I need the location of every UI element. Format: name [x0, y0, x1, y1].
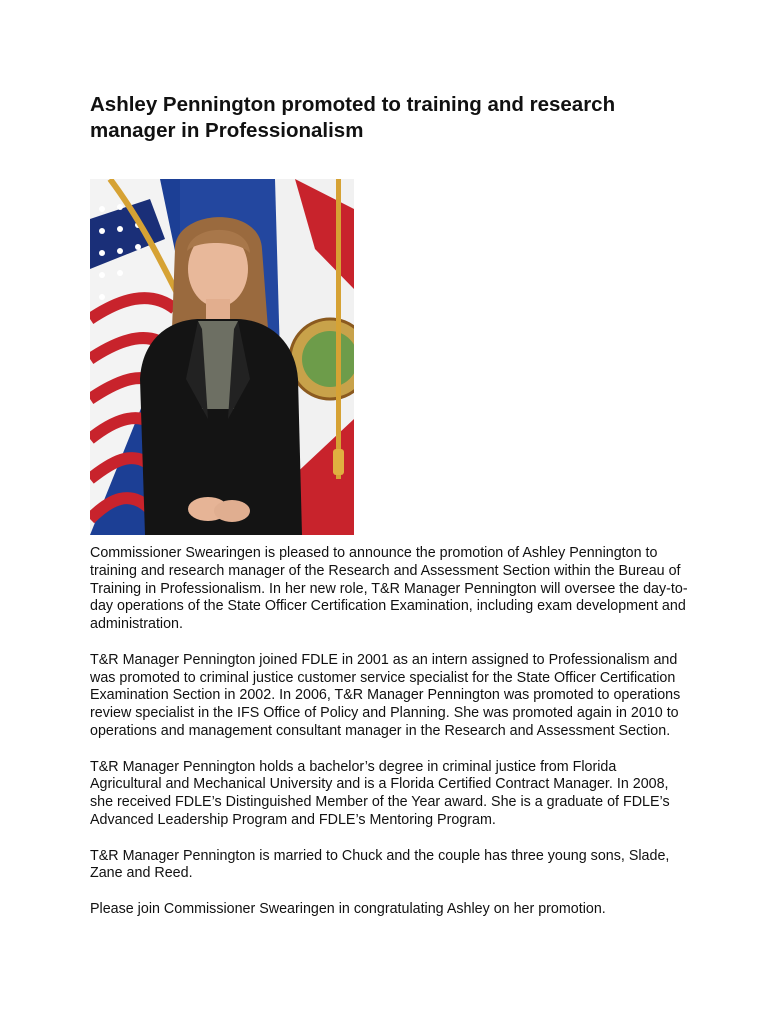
- paragraph-5: Please join Commissioner Swearingen in congratulating Ashley on her promotion.: [90, 900, 606, 917]
- paragraph-1: Commissioner Swearingen is pleased to announce the promotion of Ashley Pennington to training and research manager of the Research and Assessment Section within the Bureau of Training in Professionalism. In her new role, T&R Manager Pennington will oversee the day-to-day operations of the State Officer Certification Examination, including exam development and administration.: [90, 545, 688, 633]
- paragraph-3: T&R Manager Pennington holds a bachelor’s degree in criminal justice from Florida Agricultural and Mechanical University and is a Florida Certified Contract Manager. In 2008, she received FDLE’s Distinguished Member of the Year award. She is a graduate of FDLE’s Advanced Leadership Program and FDLE’s Mentoring Program.: [90, 758, 670, 828]
- article-headline: Ashley Pennington promoted to training and research manager in Professionalism: [90, 93, 616, 142]
- portrait-photo: [90, 179, 354, 535]
- paragraph-4: T&R Manager Pennington is married to Chuck and the couple has three young sons, Slade, Zane and Reed.: [90, 847, 670, 882]
- paragraph-2: T&R Manager Pennington joined FDLE in 2001 as an intern assigned to Professionalism and was promoted to criminal justice customer service specialist for the State Officer Certification Examination Section in 2002. In 2006, T&R Manager Pennington was promoted to operations review specialist in the IFS Office of Policy and Planning. She was promoted again in 2010 to operations and management consultant manager in the Research and Assessment Section.: [90, 651, 681, 739]
- article-body: [90, 545, 690, 937]
